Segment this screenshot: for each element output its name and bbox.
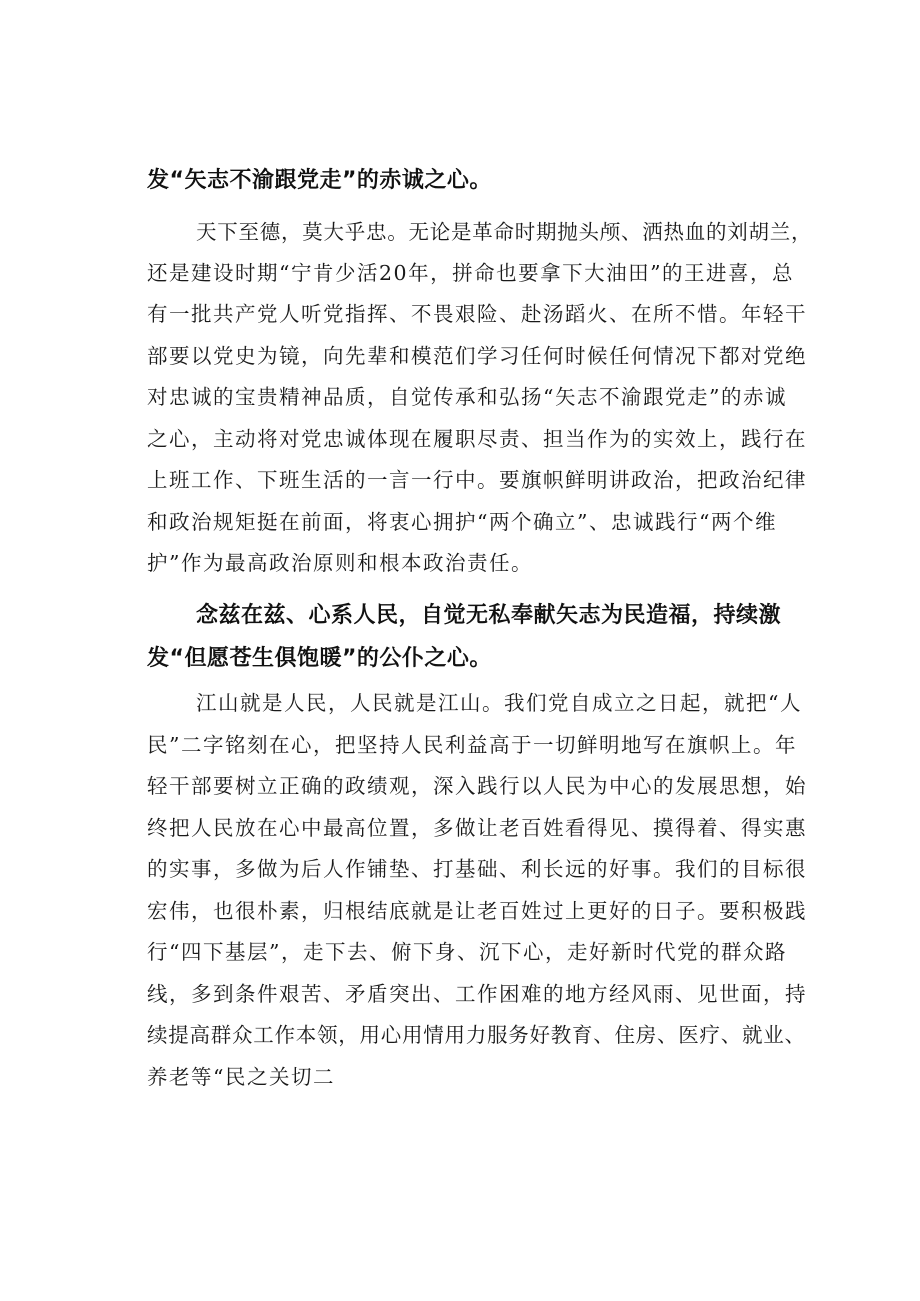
paragraph-line: 终把人民放在心中最高位置，多做让老百姓看得见、摸得着、得实惠 — [147, 816, 807, 840]
paragraph-line: 还是建设时期“宁肯少活20年，拼命也要拿下大油田”的王进喜，总 — [147, 261, 795, 285]
paragraph-line: 之心，主动将对党忠诚体现在履职尽责、担当作为的实效上，践行在 — [147, 427, 807, 451]
paragraph-line: 天下至德，莫大乎忠。无论是革命时期抛头颅、洒热血的刘胡兰， — [196, 220, 813, 244]
paragraph-line: 和政治规矩挺在前面，将衷心拥护“两个确立”、忠诚践行“两个维 — [147, 510, 777, 534]
paragraph-line: 部要以党史为镜，向先辈和模范们学习任何时候任何情况下都对党绝 — [147, 344, 807, 368]
heading-line: 念兹在兹、心系人民，自觉无私奉献矢志为民造福，持续激 — [196, 603, 782, 628]
paragraph-line: 的实事，多做为后人作铺垫、打基础、利长远的好事。我们的目标很 — [147, 857, 807, 881]
paragraph-line: 上班工作、下班生活的一言一行中。要旗帜鲜明讲政治，把政治纪律 — [147, 468, 807, 492]
heading-line: 发“矢志不渝跟党走”的赤诚之心。 — [147, 168, 492, 193]
heading-line: 发“但愿苍生俱饱暖”的公仆之心。 — [147, 646, 492, 671]
paragraph-line: 宏伟，也很朴素，归根结底就是让老百姓过上更好的日子。要积极践 — [147, 899, 807, 923]
paragraph-line: 线，多到条件艰苦、矛盾突出、工作困难的地方经风雨、见世面，持 — [147, 982, 807, 1006]
paragraph-line: 江山就是人民，人民就是江山。我们党自成立之日起，就把“人 — [196, 691, 802, 715]
paragraph-line: 护”作为最高政治原则和根本政治责任。 — [147, 551, 533, 575]
paragraph-line: 续提高群众工作本领，用心用情用力服务好教育、住房、医疗、就业、 — [147, 1023, 806, 1047]
paragraph-line: 轻干部要树立正确的政绩观，深入践行以人民为中心的发展思想，始 — [147, 774, 807, 798]
paragraph-line: 民”二字铭刻在心，把坚持人民利益高于一切鲜明地写在旗帜上。年 — [147, 733, 797, 757]
paragraph-line: 行“四下基层”，走下去、俯下身、沉下心，走好新时代党的群众路 — [147, 940, 787, 964]
paragraph-line: 养老等“民之关切二 — [147, 1065, 335, 1089]
paragraph-line: 对忠诚的宝贵精神品质，自觉传承和弘扬“矢志不渝跟党走”的赤诚 — [147, 385, 787, 409]
paragraph-line: 有一批共产党人听党指挥、不畏艰险、赴汤蹈火、在所不惜。年轻干 — [147, 302, 807, 326]
